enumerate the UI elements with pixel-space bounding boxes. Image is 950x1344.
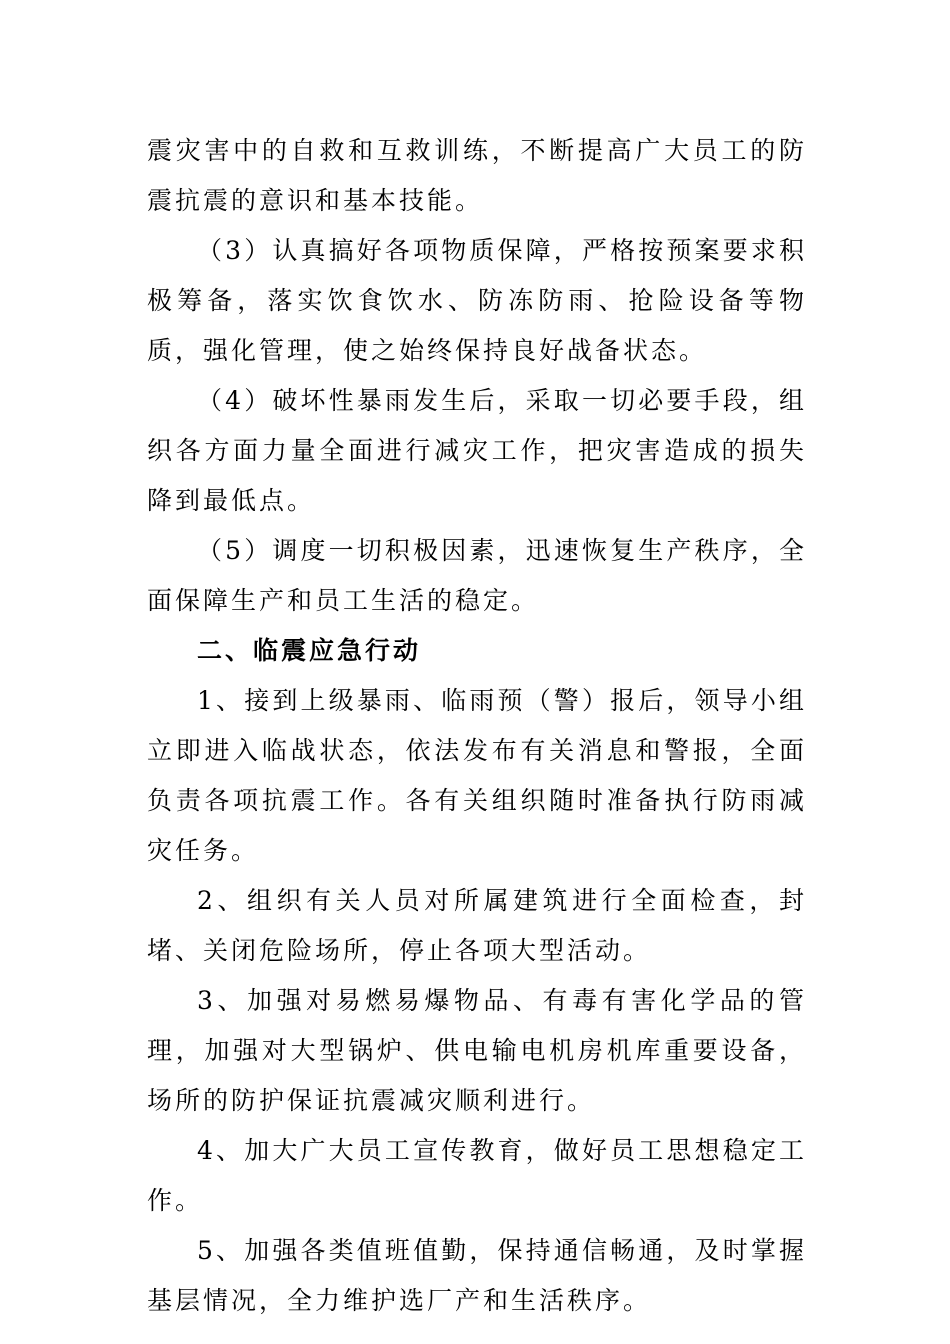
document-page: [147, 126, 807, 1326]
paragraph-item-4: （4）破坏性暴雨发生后，采取一切必要手段，组织各方面力量全面进行减灾工作，把灾害造成的损失降到最低点。: [147, 386, 807, 515]
paragraph-action-3: 3、加强对易燃易爆物品、有毒有害化学品的管理，加强对大型锅炉、供电输电机房机库重要设备，场所的防护保证抗震减灾顺利进行。: [147, 986, 807, 1115]
paragraph-action-1: 1、接到上级暴雨、临雨预（警）报后，领导小组立即进入临战状态，依法发布有关消息和警报，全面负责各项抗震工作。各有关组织随时准备执行防雨减灾任务。: [147, 686, 807, 865]
paragraph-training: 震灾害中的自救和互救训练，不断提高广大员工的防震抗震的意识和基本技能。: [147, 136, 807, 215]
paragraph-action-2: 2、组织有关人员对所属建筑进行全面检查，封堵、关闭危险场所，停止各项大型活动。: [147, 886, 807, 965]
paragraph-item-5: （5）调度一切积极因素，迅速恢复生产秩序，全面保障生产和员工生活的稳定。: [147, 536, 807, 615]
paragraph-item-3: （3）认真搞好各项物质保障，严格按预案要求积极筹备，落实饮食饮水、防冻防雨、抢险设备等物质，强化管理，使之始终保持良好战备状态。: [147, 236, 807, 365]
section-heading: 二、临震应急行动: [197, 636, 422, 665]
paragraph-action-4: 4、加大广大员工宣传教育，做好员工思想稳定工作。: [147, 1136, 807, 1215]
paragraph-action-5: 5、加强各类值班值勤，保持通信畅通，及时掌握基层情况，全力维护选厂产和生活秩序。: [147, 1236, 807, 1315]
